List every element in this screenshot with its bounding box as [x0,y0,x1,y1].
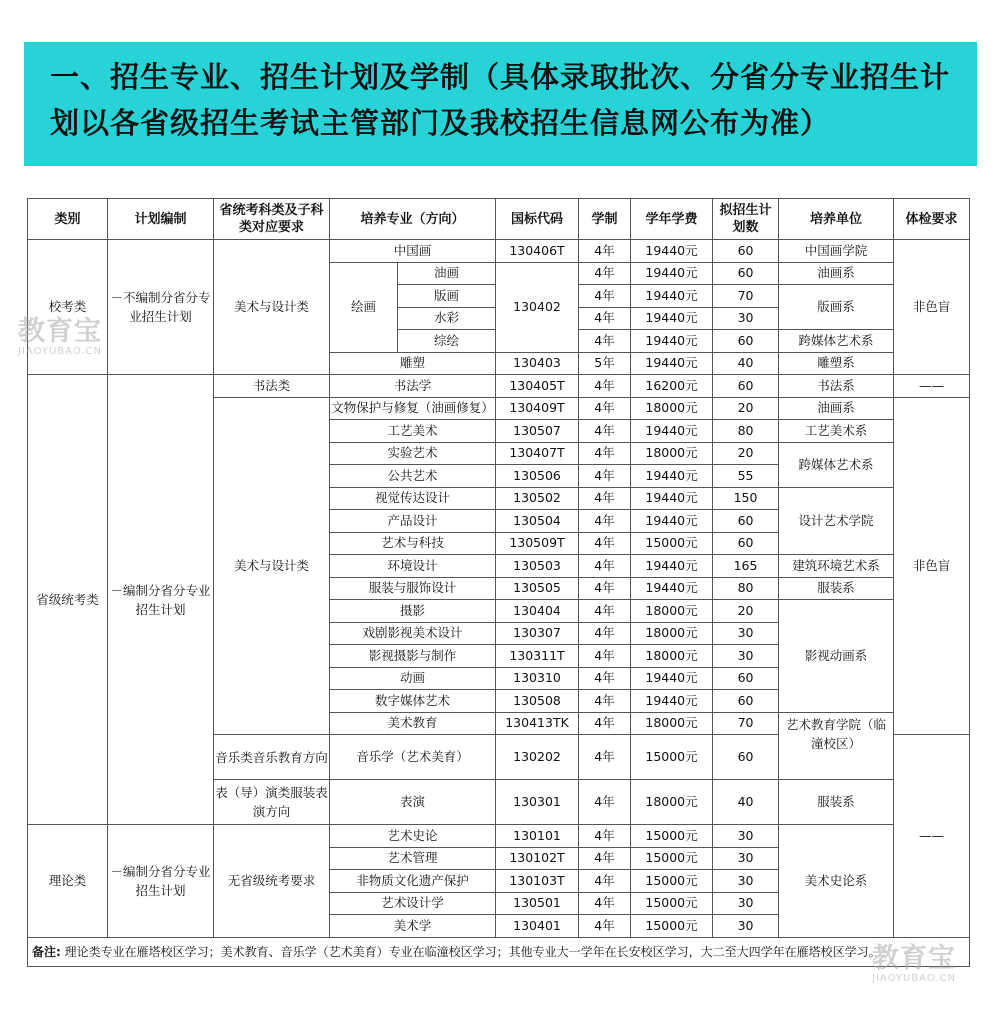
fee-cell: 18000元 [631,712,713,735]
note-cell [28,937,970,966]
header-quota: 拟招生计划数 [713,199,779,240]
duration-cell: 4年 [579,240,631,263]
duration-cell: 4年 [579,307,631,330]
quota-cell: 60 [713,330,779,353]
duration-cell: 4年 [579,645,631,668]
code-cell: 130403 [496,352,579,375]
unit-cell: 中国画学院 [779,240,894,263]
code-cell: 130501 [496,892,579,915]
unit-cell: 服装系 [779,780,894,825]
fee-cell: 19440元 [631,487,713,510]
code-cell: 130505 [496,577,579,600]
fee-cell: 19440元 [631,285,713,308]
fee-cell: 19440元 [631,352,713,375]
unit-cell: 雕塑系 [779,352,894,375]
duration-cell: 4年 [579,375,631,398]
quota-cell: 150 [713,487,779,510]
health-cell: —— [894,735,970,938]
unit-cell: 影视动画系 [779,600,894,713]
unit-cell: 美术史论系 [779,825,894,938]
painting-group-cell: 绘画 [330,262,398,352]
code-cell: 130301 [496,780,579,825]
code-cell: 130504 [496,510,579,533]
quota-cell: 165 [713,555,779,578]
note-text: 理论类专业在雁塔校区学习；美术教育、音乐学（艺术美育）专业在临潼校区学习；其他专业大一学年在长安校区学习，大二至大四学年在雁塔校区学习。 [64,944,881,959]
quota-cell: 30 [713,622,779,645]
unit-cell: 跨媒体艺术系 [779,442,894,487]
code-cell: 130311T [496,645,579,668]
major-cell: 艺术设计学 [330,892,496,915]
category-cell: 省级统考类 [28,375,108,825]
major-cell: 视觉传达设计 [330,487,496,510]
duration-cell: 4年 [579,712,631,735]
header-subject: 省统考科类及子科类对应要求 [214,199,330,240]
duration-cell: 4年 [579,892,631,915]
duration-cell: 4年 [579,262,631,285]
major-cell: 书法学 [330,375,496,398]
table-row [28,825,970,848]
code-cell: 130508 [496,690,579,713]
health-cell: —— [894,375,970,398]
watermark-domain: JIAOYUBAO.CN [18,346,102,357]
plan-cell: －编制分省分专业招生计划 [108,375,214,825]
major-cell: 服装与服饰设计 [330,577,496,600]
code-cell: 130101 [496,825,579,848]
duration-cell: 4年 [579,555,631,578]
header-fee: 学年学费 [631,199,713,240]
unit-cell: 建筑环境艺术系 [779,555,894,578]
watermark-logo [18,318,102,358]
quota-cell: 55 [713,465,779,488]
fee-cell: 15000元 [631,915,713,938]
quota-cell: 20 [713,442,779,465]
quota-cell: 70 [713,285,779,308]
fee-cell: 19440元 [631,330,713,353]
unit-cell: 油画系 [779,262,894,285]
category-cell: 校考类 [28,240,108,375]
quota-cell: 60 [713,532,779,555]
quota-cell: 60 [713,510,779,533]
duration-cell: 4年 [579,600,631,623]
unit-cell: 艺术教育学院（临潼校区） [779,712,894,780]
fee-cell: 18000元 [631,600,713,623]
quota-cell: 20 [713,600,779,623]
major-cell: 水彩 [398,307,496,330]
code-cell: 130103T [496,870,579,893]
note-label: 备注: [32,944,61,959]
major-cell: 公共艺术 [330,465,496,488]
duration-cell: 4年 [579,510,631,533]
major-cell: 中国画 [330,240,496,263]
duration-cell: 4年 [579,330,631,353]
quota-cell: 80 [713,577,779,600]
code-cell: 130405T [496,375,579,398]
major-cell: 美术学 [330,915,496,938]
header-health: 体检要求 [894,199,970,240]
subject-cell: 音乐类音乐教育方向 [214,735,330,780]
code-cell: 130413TK [496,712,579,735]
duration-cell: 4年 [579,465,631,488]
duration-cell: 4年 [579,420,631,443]
code-cell: 130507 [496,420,579,443]
major-cell: 文物保护与修复（油画修复） [330,397,496,420]
quota-cell: 30 [713,870,779,893]
duration-cell: 4年 [579,870,631,893]
code-cell: 130503 [496,555,579,578]
header-duration: 学制 [579,199,631,240]
fee-cell: 18000元 [631,442,713,465]
fee-cell: 19440元 [631,240,713,263]
note-row [28,937,970,966]
header-plan: 计划编制 [108,199,214,240]
fee-cell: 19440元 [631,420,713,443]
unit-cell: 版画系 [779,285,894,330]
watermark-domain: JIAOYUBAO.CN [872,973,956,984]
quota-cell: 30 [713,847,779,870]
fee-cell: 19440元 [631,510,713,533]
fee-cell: 19440元 [631,667,713,690]
major-cell: 戏剧影视美术设计 [330,622,496,645]
health-cell: 非色盲 [894,240,970,375]
code-cell: 130406T [496,240,579,263]
major-cell: 版画 [398,285,496,308]
plan-cell: －编制分省分专业招生计划 [108,825,214,938]
subject-cell: 无省级统考要求 [214,825,330,938]
header-major: 培养专业（方向） [330,199,496,240]
quota-cell: 60 [713,240,779,263]
header-code: 国标代码 [496,199,579,240]
fee-cell: 19440元 [631,690,713,713]
watermark-logo [872,945,956,985]
fee-cell: 19440元 [631,262,713,285]
unit-cell: 服装系 [779,577,894,600]
code-cell: 130202 [496,735,579,780]
major-cell: 表演 [330,780,496,825]
subject-cell: 表（导）演类服装表演方向 [214,780,330,825]
table-row [28,240,970,263]
duration-cell: 4年 [579,735,631,780]
major-cell: 产品设计 [330,510,496,533]
code-cell: 130506 [496,465,579,488]
fee-cell: 15000元 [631,735,713,780]
major-cell: 实验艺术 [330,442,496,465]
header-category: 类别 [28,199,108,240]
duration-cell: 4年 [579,442,631,465]
fee-cell: 15000元 [631,532,713,555]
duration-cell: 4年 [579,285,631,308]
duration-cell: 4年 [579,397,631,420]
duration-cell: 4年 [579,622,631,645]
quota-cell: 30 [713,825,779,848]
plan-cell: －不编制分省分专业招生计划 [108,240,214,375]
major-cell: 综绘 [398,330,496,353]
major-cell: 非物质文化遗产保护 [330,870,496,893]
major-cell: 艺术管理 [330,847,496,870]
fee-cell: 15000元 [631,892,713,915]
fee-cell: 16200元 [631,375,713,398]
major-cell: 环境设计 [330,555,496,578]
code-cell: 130102T [496,847,579,870]
code-cell: 130407T [496,442,579,465]
watermark-brand: 教育宝 [18,316,102,347]
code-cell: 130509T [496,532,579,555]
unit-cell: 设计艺术学院 [779,487,894,555]
quota-cell: 30 [713,307,779,330]
unit-cell: 书法系 [779,375,894,398]
page-title: 一、招生专业、招生计划及学制（具体录取批次、分省分专业招生计划以各省级招生考试主管部门及我校招生信息网公布为准） [50,60,951,140]
fee-cell: 19440元 [631,307,713,330]
major-cell: 摄影 [330,600,496,623]
code-cell: 130307 [496,622,579,645]
unit-cell: 工艺美术系 [779,420,894,443]
fee-cell: 18000元 [631,645,713,668]
header-row [28,199,970,240]
duration-cell: 4年 [579,847,631,870]
duration-cell: 4年 [579,780,631,825]
fee-cell: 15000元 [631,825,713,848]
quota-cell: 60 [713,262,779,285]
unit-cell: 油画系 [779,397,894,420]
quota-cell: 70 [713,712,779,735]
fee-cell: 19440元 [631,465,713,488]
fee-cell: 18000元 [631,780,713,825]
code-cell: 130404 [496,600,579,623]
quota-cell: 40 [713,780,779,825]
code-cell: 130502 [496,487,579,510]
major-cell: 影视摄影与制作 [330,645,496,668]
major-cell: 雕塑 [330,352,496,375]
quota-cell: 20 [713,397,779,420]
duration-cell: 4年 [579,577,631,600]
fee-cell: 18000元 [631,397,713,420]
fee-cell: 19440元 [631,577,713,600]
quota-cell: 30 [713,915,779,938]
header-unit: 培养单位 [779,199,894,240]
category-cell: 理论类 [28,825,108,938]
subject-cell: 书法类 [214,375,330,398]
major-cell: 艺术史论 [330,825,496,848]
fee-cell: 18000元 [631,622,713,645]
code-cell: 130409T [496,397,579,420]
title-banner [24,42,977,166]
quota-cell: 40 [713,352,779,375]
fee-cell: 15000元 [631,847,713,870]
quota-cell: 60 [713,690,779,713]
duration-cell: 4年 [579,667,631,690]
health-cell: 非色盲 [894,397,970,735]
duration-cell: 4年 [579,915,631,938]
quota-cell: 60 [713,735,779,780]
duration-cell: 4年 [579,690,631,713]
fee-cell: 15000元 [631,870,713,893]
quota-cell: 60 [713,667,779,690]
quota-cell: 80 [713,420,779,443]
enrollment-table [27,198,970,967]
subject-cell: 美术与设计类 [214,240,330,375]
major-cell: 美术教育 [330,712,496,735]
quota-cell: 60 [713,375,779,398]
subject-cell: 美术与设计类 [214,397,330,735]
table-row [28,375,970,398]
major-cell: 工艺美术 [330,420,496,443]
major-cell: 动画 [330,667,496,690]
quota-cell: 30 [713,892,779,915]
major-cell: 数字媒体艺术 [330,690,496,713]
major-cell: 音乐学（艺术美育） [330,735,496,780]
code-cell: 130402 [496,262,579,352]
code-cell: 130401 [496,915,579,938]
duration-cell: 4年 [579,487,631,510]
code-cell: 130310 [496,667,579,690]
watermark-brand: 教育宝 [872,943,956,974]
duration-cell: 5年 [579,352,631,375]
quota-cell: 30 [713,645,779,668]
duration-cell: 4年 [579,532,631,555]
major-cell: 艺术与科技 [330,532,496,555]
fee-cell: 19440元 [631,555,713,578]
unit-cell: 跨媒体艺术系 [779,330,894,353]
major-cell: 油画 [398,262,496,285]
duration-cell: 4年 [579,825,631,848]
